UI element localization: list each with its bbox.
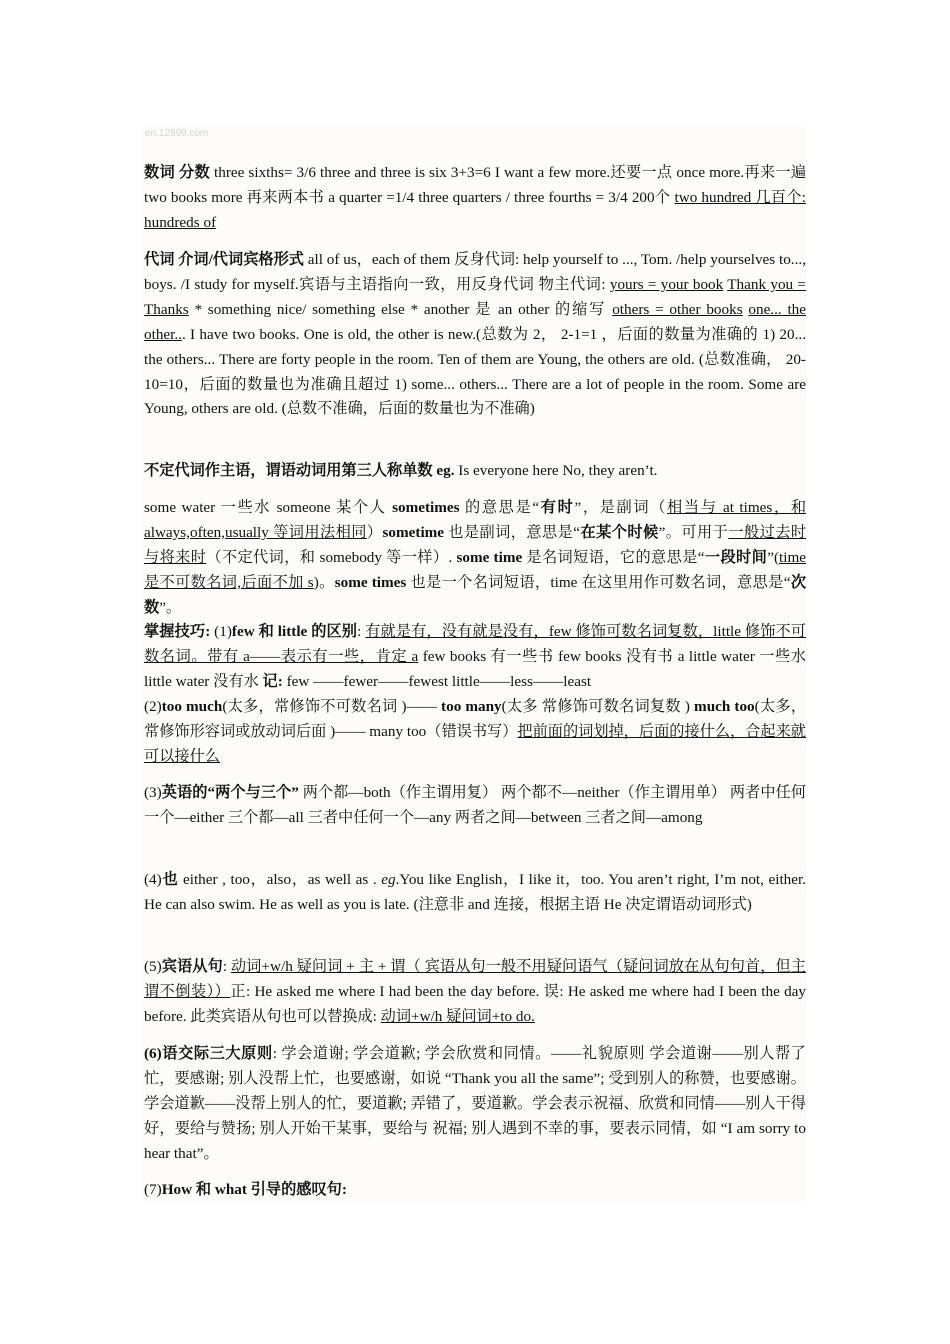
- indefinite-pronoun-paragraph: 不定代词作主语，谓语动词用第三人称单数 eg. Is everyone here No, they aren’t.: [144, 462, 658, 479]
- tips-paragraph: 掌握技巧: (1)few 和 little 的区别: 有就是有，没有就是没有，few 修饰可数名词复数，little 修饰不可数名词。带有 a——表示有一些，肯定 a few books 有一些书 few books 没有书 a little water 一些水 little water 没有水 记: few ——fewer——fewest little——less——least (2)too much(太多，常修饰不可数名词 )—— too many(太多 常修饰可数名词复数 ) much too(太多，常修饰形容词或放动词后面 )—— many too（错误书写）把前面的词划掉，后面的接什么，合起来就可以接什么: [144, 623, 807, 765]
- indefinite-pronoun-heading: 不定代词作主语，谓语动词用第三人称单数 eg.: [144, 462, 455, 479]
- numerals-paragraph: 数词 分数 three sixths= 3/6 three and three is six 3+3=6 I want a few more.还要一点 once more.再来一遍 two books more 再来两本书 a quarter =1/4 three quarters / three fourths = 3/4 200个 two hundred 几百个: hundreds of: [144, 164, 807, 231]
- exclamation-paragraph: (7)How 和 what 引导的感叹句:: [144, 1181, 347, 1198]
- communication-paragraph: (6)语交际三大原则: 学会道谢; 学会道歉; 学会欣赏和同情。——礼貌原则 学会道谢——别人帮了忙，要感谢; 别人没帮上忙，也要感谢，如说 “Thank you all the same”; 受到别人的称赞，也要感谢。学会道歉——没帮上别人的忙，要道歉; 弄错了，要道歉。学会表示祝福、欣赏和同情——别人干得好，要给与赞扬; 别人开始干某事，要给与 祝福; 别人遇到不幸的事，要表示同情，如 “I am sorry to hear that”。: [144, 1045, 806, 1162]
- numerals-heading: 数词 分数: [144, 164, 210, 181]
- both-neither-paragraph: (3)英语的“两个与三个” 两个都—both（作主谓用复） 两个都不—neither（作主谓用单） 两者中任何一个—either 三个都—all 三者中任何一个—any 两者之间—between 三者之间—among: [144, 784, 807, 826]
- pronouns-paragraph: 代词 介词/代词宾格形式 all of us，each of them 反身代词: help yourself to ..., Tom. /help yourselves to..., boys. /I study for myself.宾语与主语指向一致，用反身代词 物主代词: yours = your book Thank you = Thanks * something nice/ something else * another 是 an other 的缩写 others = other books one... the other... I have two books. One is old, the other is new.(总数为 2， 2-1=1 ，后面的数量为准确的 1) 20... the others... There are forty people in the room. Ten of them are Young, the others are old. (总数准确， 20-10=10，后面的数量也为准确且超过 1) some... others... There are a lot of people in the room. Some are Young, others are old. (总数不准确，后面的数量也为不准确): [144, 251, 806, 418]
- object-clause-paragraph: (5)宾语从句: 动词+w/h 疑问词 + 主 + 谓（ 宾语从句一般不用疑问语气（疑问词放在从句句首，但主谓不倒装））正: He asked me where I had been the day before. 误: He asked me where had I been the day before. 此类宾语从句也可以替换成: 动词+w/h 疑问词+to do.: [144, 958, 806, 1025]
- watermark: en.12999.com: [145, 128, 209, 139]
- tips-heading: 掌握技巧:: [144, 623, 211, 640]
- sometime-paragraph: some water 一些水 someone 某个人 sometimes 的意思是“有时”，是副词（相当与 at times，和 always,often,usually 等词用法相同）sometime 也是副词，意思是“在某个时候”。可用于一般过去时与将来时（不定代词，和 somebody 等一样）. some time 是名词短语，它的意思是“一段时间”(time 是不可数名词,后面不加 s)。some times 也是一个名词短语，time 在这里用作可数名词，意思是“次数”。: [144, 499, 807, 616]
- pronouns-heading: 代词 介词/代词宾格形式: [144, 251, 304, 268]
- also-paragraph: (4)也 either , too，also，as well as . eg.You like English，I like it，too. You aren’t right, I’m not, either. He can also swim. He as well as you is late. (注意非 and 连接，根据主语 He 决定谓语动词形式): [144, 871, 807, 913]
